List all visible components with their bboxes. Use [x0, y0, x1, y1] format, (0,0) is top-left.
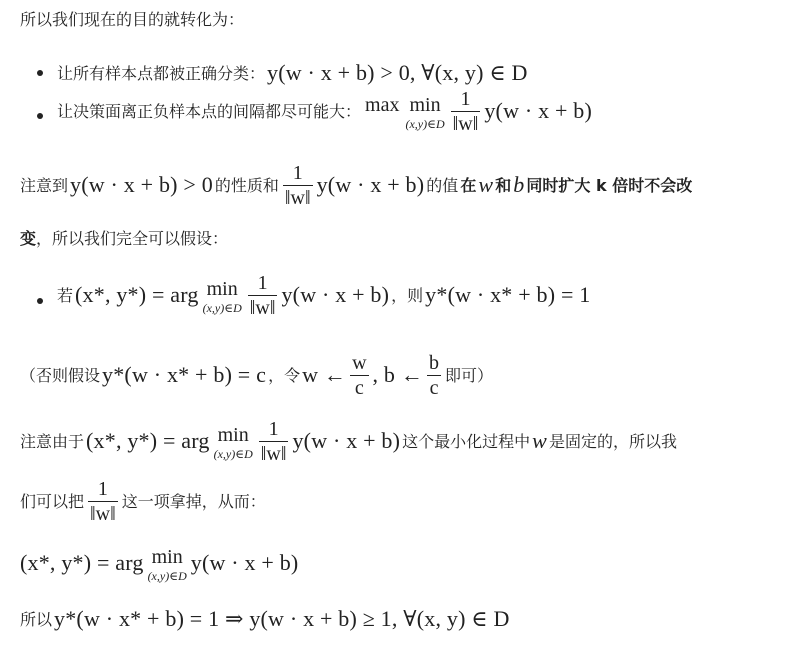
formula-left: (x*, y*) = arg — [20, 550, 144, 576]
bullet-3-text: 若 — [57, 285, 74, 305]
bullet-dot — [37, 298, 43, 304]
fraction: $\frac{1}{‖w‖}$ — [284, 162, 311, 209]
min-operator: min (x,y)∈D — [213, 424, 253, 461]
para-1-bold-2: 和 — [495, 175, 512, 195]
fraction: $\frac{1}{‖w‖}$ — [90, 478, 116, 525]
bullet-3-text-2: ，则 — [391, 285, 424, 305]
para-1-line-1 — [20, 162, 773, 209]
bullet-3-math-mid: y(w · x + b) — [281, 282, 390, 308]
para-1-text-c: 的值 — [426, 175, 459, 195]
para-1-math-b: y(w · x + b) — [316, 172, 425, 198]
para-2-text-c: 是固定的，所以我 — [549, 431, 678, 451]
bullet-3 — [57, 272, 773, 319]
fraction: $\frac{b}{c}$ — [429, 352, 440, 399]
last-math: y*(w · x* + b) = 1 ⇒ y(w · x + b) ≥ 1, ∀(x, y) ∈ D — [54, 606, 510, 631]
bullet-3-math-left: (x*, y*) = arg — [75, 282, 199, 308]
fraction: $\frac{1}{‖w‖}$ — [452, 88, 479, 135]
note-text-a: （否则假设 — [20, 365, 101, 385]
para-1-bold-4: 变 — [20, 229, 37, 248]
min-operator: min (x,y)∈D — [202, 278, 242, 315]
note-math-b: , b ← — [372, 362, 424, 388]
formula-line — [20, 545, 773, 582]
line-1-text: 所以我们现在的目的就转化为： — [20, 10, 245, 29]
bullet-dot — [37, 70, 43, 76]
last-text: 所以 — [20, 609, 53, 629]
fraction: $\frac{1}{‖w‖}$ — [249, 272, 276, 319]
bullet-dot — [37, 113, 43, 119]
bullet-2-math: y(w · x + b) — [484, 98, 593, 124]
para-1-math-b2: b — [513, 172, 525, 198]
min-operator: min (x,y)∈D — [405, 94, 445, 131]
max-operator: max — [365, 94, 400, 116]
bullet-1-text: 让所有样本点都被正确分类： — [57, 63, 266, 83]
note-line — [20, 352, 773, 399]
para-1-bold-3: 同时扩大 k 倍时不会改 — [526, 175, 693, 195]
para-1-bold-1: 在 — [460, 175, 477, 195]
para-2-text-d: 们可以把 — [20, 491, 85, 511]
note-math-a: y*(w · x* + b) = c — [102, 362, 267, 388]
bullet-2-text: 让决策面离正负样本点的间隔都尽可能大： — [57, 101, 362, 121]
para-2-math-a: (x*, y*) = arg — [86, 428, 210, 454]
note-math-w: w ← — [302, 362, 347, 388]
bullet-3-math-right: y*(w · x* + b) = 1 — [425, 282, 591, 308]
para-2-text-b: 这个最小化过程中 — [402, 431, 531, 451]
para-2-math-w: w — [532, 428, 548, 454]
para-1-math-w: w — [478, 172, 494, 198]
min-operator: min (x,y)∈D — [147, 546, 187, 583]
para-2-line-1 — [20, 418, 773, 465]
para-2-math-b: y(w · x + b) — [292, 428, 401, 454]
para-2-text-e: 这一项拿掉，从而： — [121, 491, 266, 511]
last-line — [20, 606, 773, 632]
bullet-2 — [57, 88, 773, 135]
para-1-line-2 — [20, 229, 773, 248]
bullet-1-math: y(w · x + b) > 0, ∀(x, y) ∈ D — [267, 60, 528, 85]
para-2-text-a: 注意由于 — [20, 431, 85, 451]
fraction: $\frac{1}{‖w‖}$ — [260, 418, 287, 465]
para-1-text-b: 的性质和 — [214, 175, 279, 195]
note-text-b: ，令 — [268, 365, 301, 385]
para-2-line-2 — [20, 478, 773, 525]
para-1-math-a: y(w · x + b) > 0 — [70, 172, 213, 198]
bullet-1 — [57, 60, 773, 86]
line-1 — [20, 10, 773, 29]
para-1-text-a: 注意到 — [20, 175, 69, 195]
formula-right: y(w · x + b) — [190, 550, 299, 576]
para-1-text-d: ，所以我们完全可以假设： — [36, 229, 229, 248]
note-text-c: 即可） — [445, 365, 494, 385]
fraction: $\frac{w}{c}$ — [352, 352, 367, 399]
